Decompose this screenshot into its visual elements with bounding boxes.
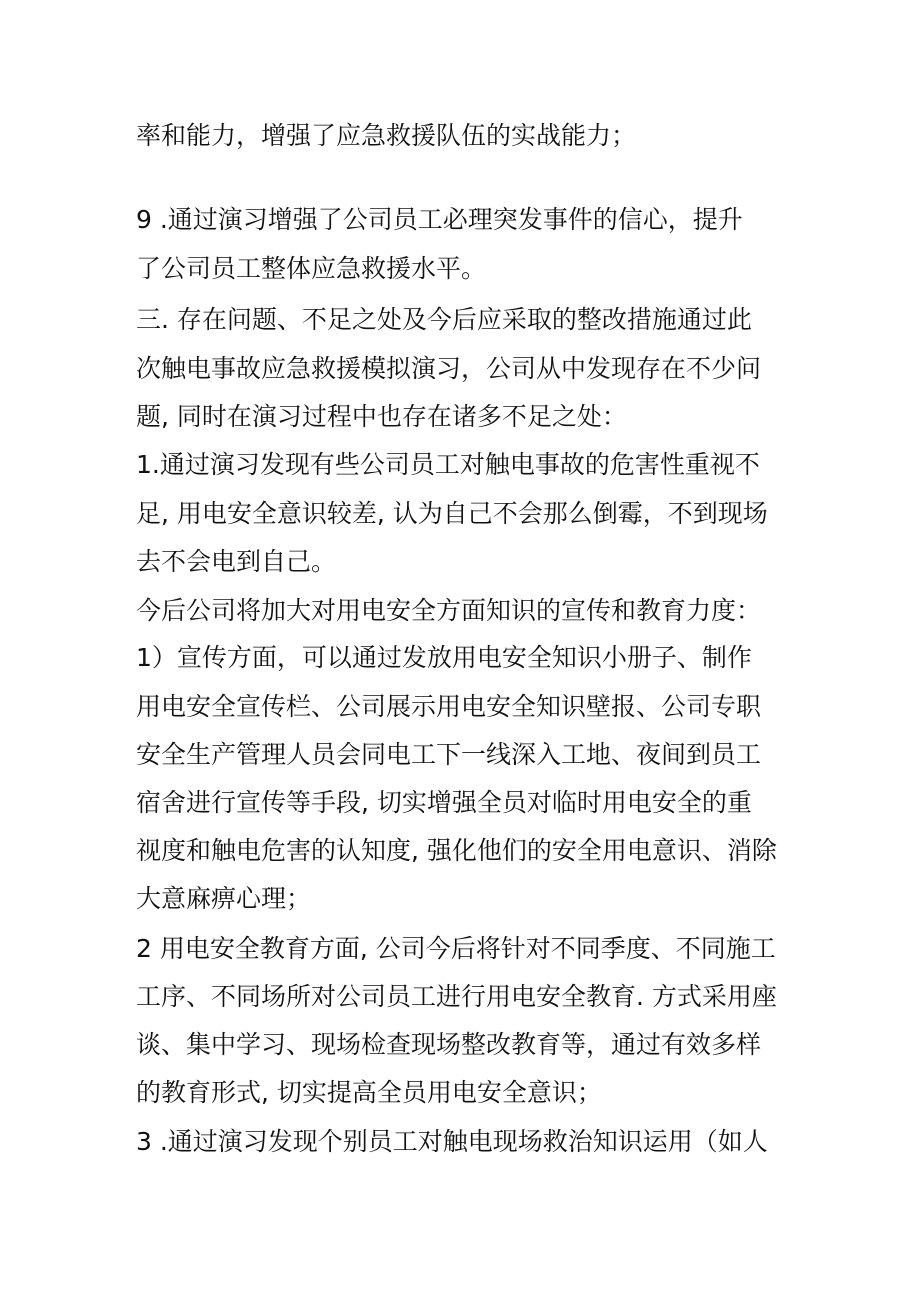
text-line: 2 用电安全教育方面, 公司今后将针对不同季度、不同施工 — [136, 934, 776, 963]
text-line: 了公司员工整体应急救援水平。 — [136, 254, 487, 283]
text-line: 工序、不同场所对公司员工进行用电安全教育. 方式采用座 — [136, 982, 777, 1011]
text-line: 安全生产管理人员会同电工下一线深入工地、夜间到员工 — [136, 740, 762, 769]
text-line: 足, 用电安全意识较差, 认为自己不会那么倒霉，不到现场 — [136, 499, 768, 528]
text-line: 去不会电到自己。 — [136, 547, 337, 576]
text-line: 用电安全宣传栏、公司展示用电安全知识壁报、公司专职 — [136, 692, 762, 721]
text-line: 谈、集中学习、现场检查现场整改教育等，通过有效多样 — [136, 1030, 762, 1059]
text-line: 今后公司将加大对用电安全方面知识的宣传和教育力度： — [136, 596, 762, 625]
text-line: 大意麻痹心理； — [136, 884, 312, 913]
text-line: 3 .通过演习发现个别员工对触电现场救治知识运用（如人 — [136, 1127, 768, 1156]
text-line: 1.通过演习发现有些公司员工对触电事故的危害性重视不 — [136, 450, 760, 479]
text-line: 视度和触电危害的认知度, 强化他们的安全用电意识、消除 — [136, 836, 777, 865]
text-line: 率和能力，增强了应急救援队伍的实战能力； — [136, 121, 637, 150]
text-line: 次触电事故应急救援模拟演习，公司从中发现存在不少问 — [136, 354, 762, 383]
text-line: 9 .通过演习增强了公司员工必理突发事件的信心，提升 — [136, 205, 743, 234]
text-line: 题, 同时在演习过程中也存在诸多不足之处： — [136, 402, 627, 431]
text-line: 1）宣传方面，可以通过发放用电安全知识小册子、制作 — [136, 643, 752, 672]
text-line: 的教育形式, 切实提高全员用电安全意识； — [136, 1078, 602, 1107]
text-line: 宿舍进行宣传等手段, 切实增强全员对临时用电安全的重 — [136, 788, 752, 817]
text-line: 三. 存在问题、不足之处及今后应采取的整改措施通过此 — [136, 305, 752, 334]
